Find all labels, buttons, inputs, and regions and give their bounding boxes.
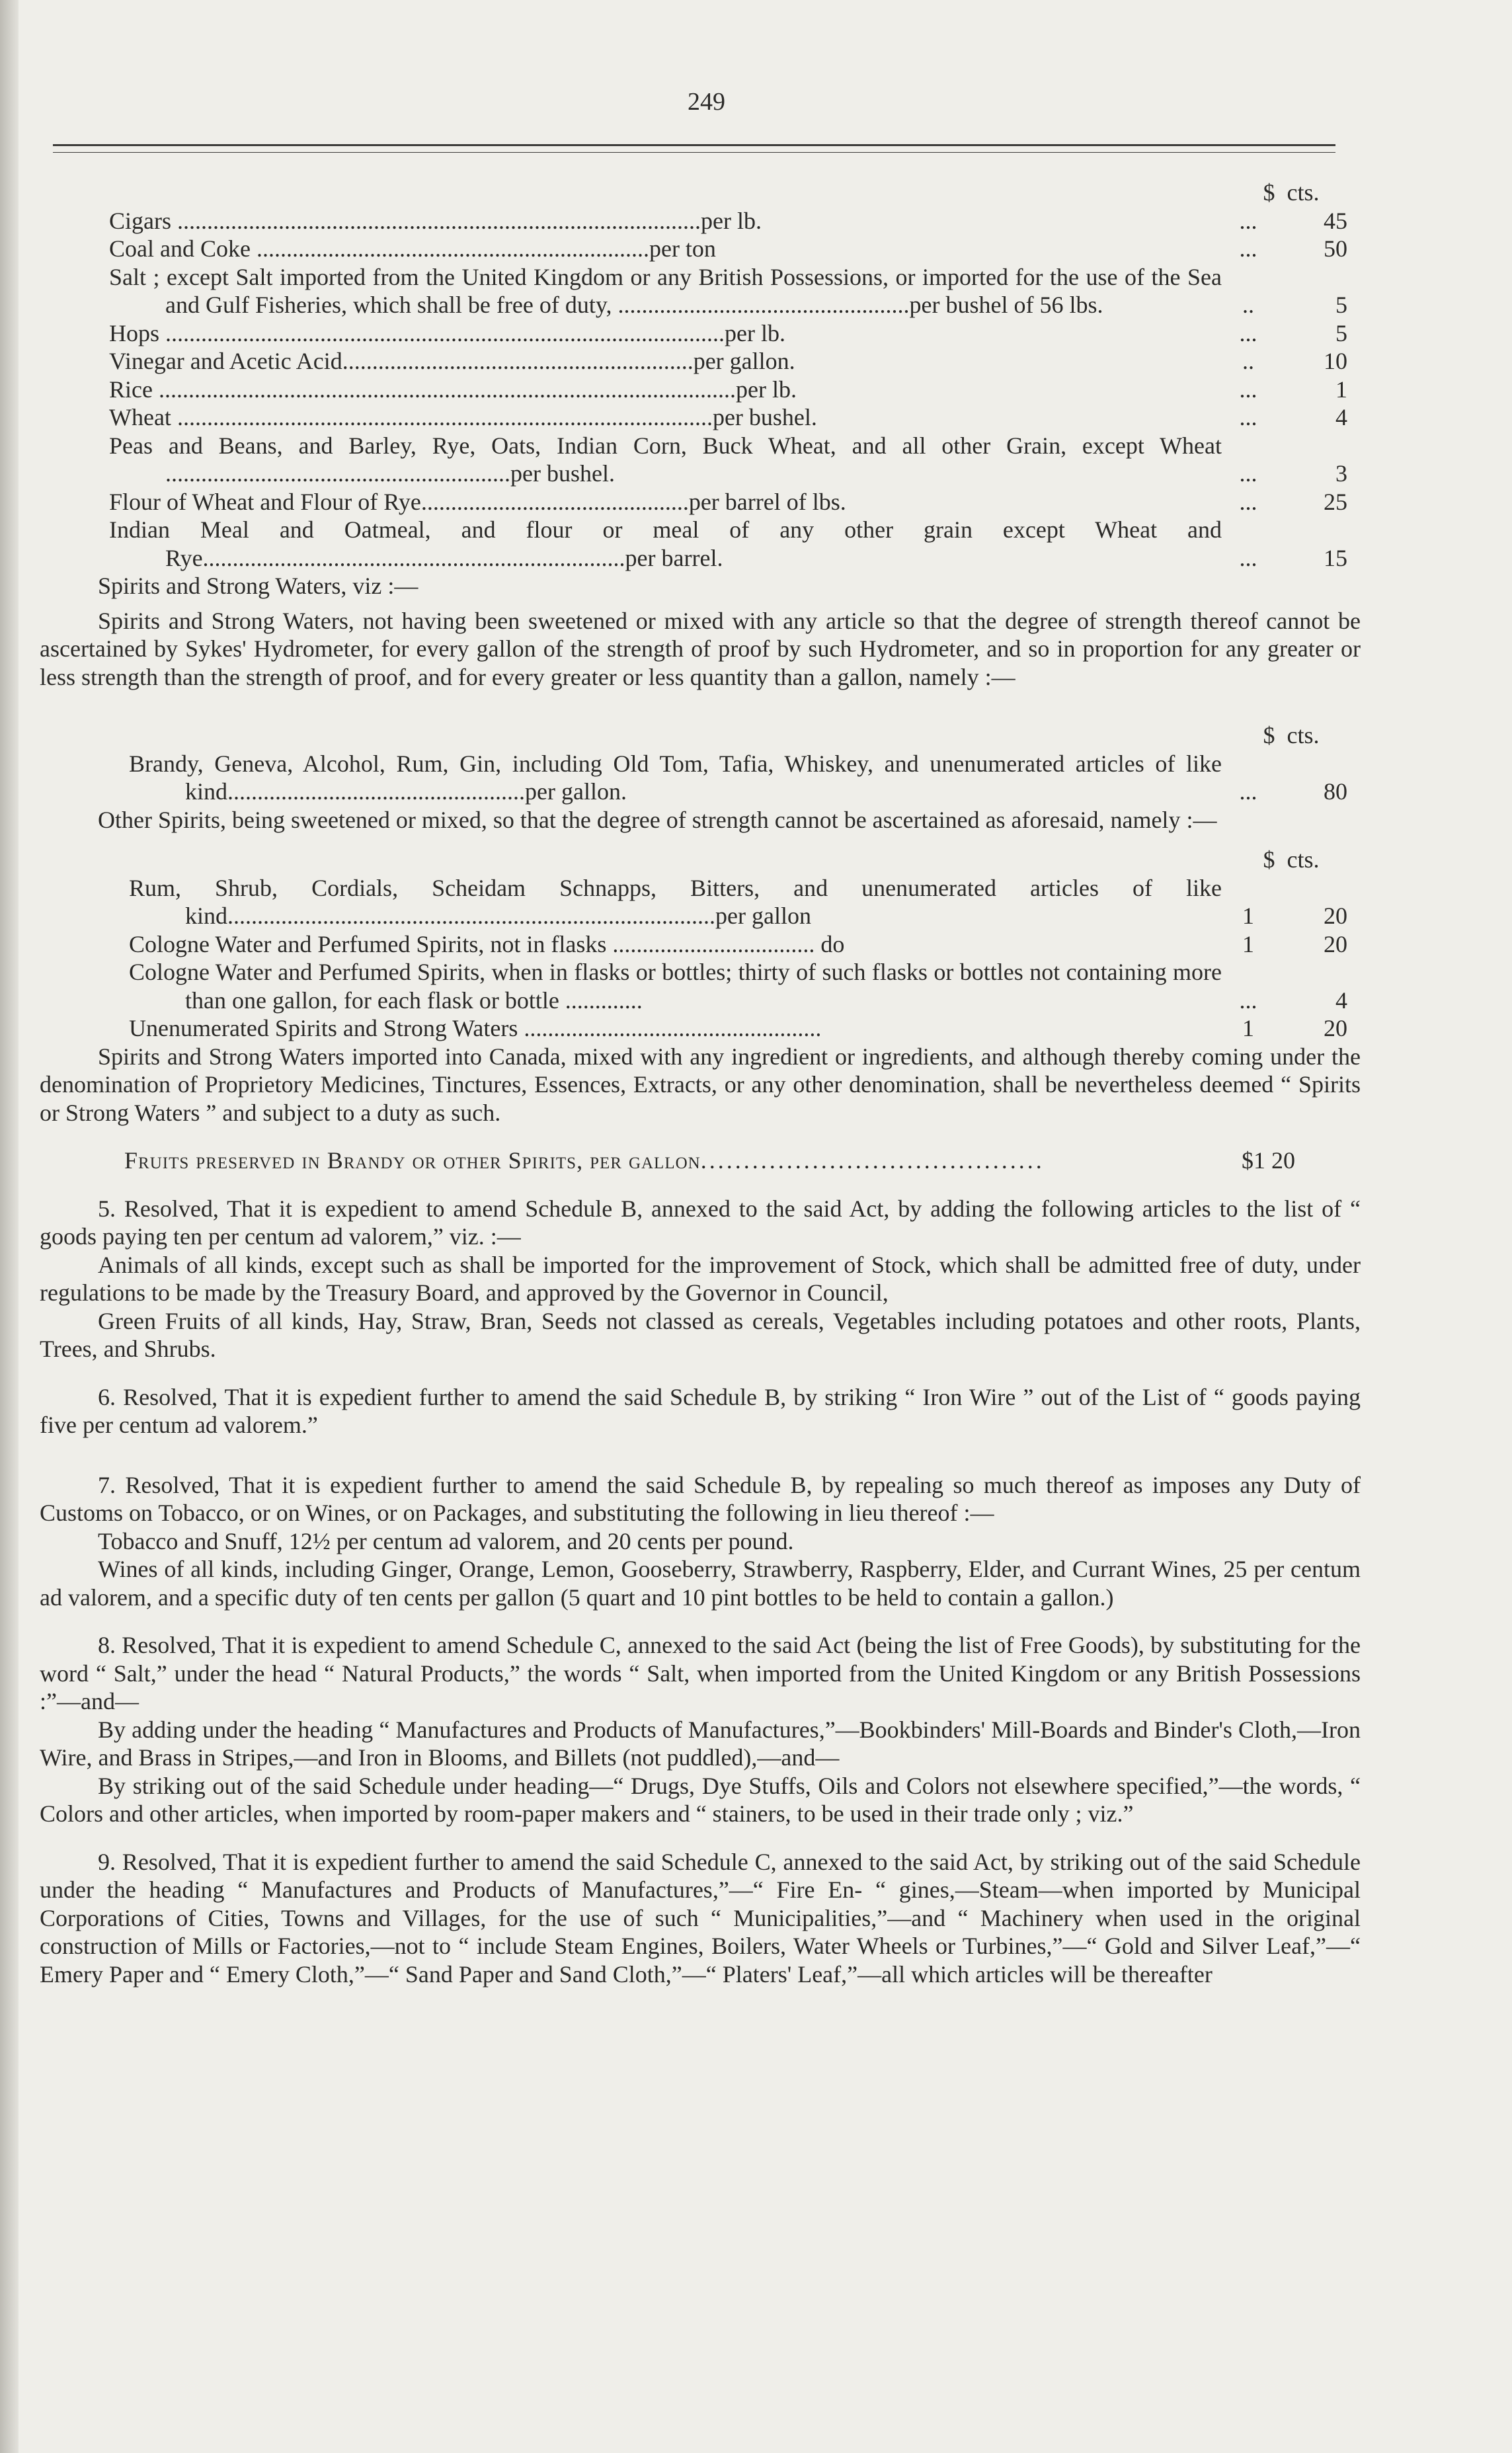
resolution-6: 6. Resolved, That it is expedient further to amend the said Schedule B, by striking “ Iron Wire ” out of the List of “ goods paying five per centum ad valorem.”	[40, 1383, 1361, 1438]
dollars-cell: ...	[1239, 207, 1257, 234]
cents-cell: 10	[1324, 348, 1347, 374]
table-row	[40, 347, 1361, 376]
header-rule-thick	[53, 144, 1335, 146]
item-text: Hops ..............................................................................................per lb.	[109, 319, 785, 346]
dollars-cell: ...	[1239, 404, 1257, 430]
item-text: Cologne Water and Perfumed Spirits, when in flasks or bottles; thirty of such flasks or bottles not containing more than one gallon, for each flask or bottle .............	[129, 959, 1222, 1014]
cents-cell: 50	[1324, 235, 1347, 262]
item-text: Vinegar and Acetic Acid...........................................................per gallon.	[109, 348, 795, 374]
cents-header: cts.	[1287, 179, 1320, 206]
cents-cell: 20	[1324, 903, 1347, 929]
resolution-9: 9. Resolved, That it is expedient further to amend the said Schedule C, annexed to the said Act, by striking out of the said Schedule under the heading “ Manufactures and Products of Manufactures,”—“ Fire En- “ gines,—Steam—when imported by Municipal Corporations of Cities, Towns and Villages, for the use of such “ Municipalities,”—and “ Machinery when used in the original construction of Mills or Factories,—not to “ include Steam Engines, Boilers, Water Wheels or Turbines,”—“ Gold and Silver Leaf,”—“ Emery Paper and “ Emery Cloth,”—“ Sand Paper and Sand Cloth,”—“ Platers' Leaf,”—all which articles will be thereafter	[40, 1848, 1361, 1988]
dollars-cell: ...	[1239, 460, 1257, 487]
table-row	[40, 488, 1361, 516]
cents-cell: 4	[1335, 986, 1347, 1014]
dollars-cell: 1	[1242, 1015, 1254, 1041]
dollars-cell: ...	[1239, 488, 1257, 515]
resolution-8-adding: By adding under the heading “ Manufactures and Products of Manufactures,”—Bookbinders' Mill-Boards and Binder's Cloth,—Iron Wire, and Brass in Stripes,—and Iron in Blooms, and Billets (not puddled),—and—	[40, 1716, 1361, 1771]
dollars-cell: 1	[1242, 930, 1254, 957]
resolution-5: 5. Resolved, That it is expedient to amend Schedule B, annexed to the said Act, by adding the following articles to the list of “ goods paying ten per centum ad valorem,” viz. :—	[40, 1195, 1361, 1250]
cents-cell: 45	[1324, 207, 1347, 234]
dot-leader: ........................................	[700, 1147, 1045, 1174]
item-text: Cologne Water and Perfumed Spirits, not in flasks .................................. do	[129, 930, 845, 957]
resolution-5-animals: Animals of all kinds, except such as shall be imported for the improvement of Stock, which shall be admitted free of duty, under regulations to be made by the Treasury Board, and approved by the Governor in Council,	[40, 1251, 1361, 1306]
cents-cell: 20	[1324, 1015, 1347, 1041]
dollars-cell: ...	[1239, 376, 1257, 403]
dollars-cell: ...	[1239, 778, 1257, 805]
table-row	[40, 376, 1361, 404]
fruits-price: $1 20	[1242, 1147, 1295, 1174]
dollars-cell: ...	[1239, 319, 1257, 346]
item-text: Rice .................................................................................................per lb.	[109, 376, 797, 403]
table-row	[40, 432, 1361, 488]
currency-header-label	[1222, 721, 1361, 750]
currency-header-label	[1222, 846, 1361, 874]
dollars-cell: ..	[1242, 292, 1254, 318]
mixed-spirits-paragraph: Spirits and Strong Waters imported into Canada, mixed with any ingredient or ingredients, and although thereby coming under the denomination of Proprietory Medicines, Tinctures, Essences, Extracts, or any other denomination, shall be nevertheless deemed “ Spirits or Strong Waters ” and subject to a duty as such.	[40, 1043, 1361, 1126]
currency-header-2	[40, 721, 1361, 750]
cents-cell: 1	[1335, 376, 1347, 403]
cents-cell: 20	[1324, 930, 1347, 957]
item-text: Coal and Coke ..................................................................per ton	[109, 235, 716, 262]
dollars-header: $	[1263, 722, 1275, 748]
resolution-8: 8. Resolved, That it is expedient to amend Schedule C, annexed to the said Act (being the list of Free Goods), by substituting for the word “ Salt,” under the head “ Natural Products,” the words “ Salt, when imported from the United Kingdom or any British Possessions :”—and—	[40, 1632, 1361, 1714]
table-row	[40, 263, 1361, 319]
spirits-heading: Spirits and Strong Waters, viz :—	[98, 573, 418, 599]
dollars-cell: ...	[1239, 235, 1257, 262]
cents-cell: 25	[1324, 488, 1347, 515]
table-row	[40, 874, 1361, 930]
cents-header: cts.	[1287, 846, 1320, 873]
currency-header	[40, 179, 1361, 207]
cents-cell: 15	[1324, 544, 1347, 571]
item-text: Cigars ........................................................................................per lb.	[109, 207, 762, 234]
item-text: Brandy, Geneva, Alcohol, Rum, Gin, including Old Tom, Tafia, Whiskey, and unenumerated articles of like kind..................................................per gallon.	[129, 750, 1222, 805]
other-spirits-paragraph: Other Spirits, being sweetened or mixed, so that the degree of strength cannot be ascertained as aforesaid, namely :—	[98, 806, 1217, 833]
cents-header: cts.	[1287, 722, 1320, 748]
table-row	[40, 1014, 1361, 1043]
item-text: Salt ; except Salt imported from the United Kingdom or any British Possessions, or imported for the use of the Sea and Gulf Fisheries, which shall be free of duty, .................................................per bushel of 56 lbs.	[109, 263, 1222, 318]
item-text: Unenumerated Spirits and Strong Waters ..................................................	[129, 1015, 822, 1041]
page-number: 249	[688, 88, 725, 116]
item-text: Wheat ..........................................................................................per bushel.	[109, 404, 817, 430]
dollars-cell: ...	[1239, 986, 1257, 1014]
cents-cell: 5	[1335, 319, 1347, 346]
page-spine-shadow	[0, 0, 19, 2453]
resolution-5-fruits: Green Fruits of all kinds, Hay, Straw, Bran, Seeds not classed as cereals, Vegetables including potatoes and other roots, Plants, Trees, and Shrubs.	[40, 1307, 1361, 1362]
table-row	[40, 319, 1361, 348]
table-row	[40, 958, 1361, 1014]
cents-cell: 5	[1335, 292, 1347, 318]
spirits-paragraph: Spirits and Strong Waters, not having been sweetened or mixed with any article so that the degree of strength thereof cannot be ascertained by Sykes' Hydrometer, for every gallon of the strength of proof by such Hydrometer, and so in proportion for any greater or less strength than the strength of proof, and for every greater or less quantity than a gallon, namely :—	[40, 607, 1361, 690]
fruits-label: Fruits preserved in Brandy or other Spirits, per gallon	[124, 1147, 701, 1174]
fruits-line	[40, 1146, 1361, 1175]
dollars-cell: ..	[1242, 348, 1254, 374]
tariff-table	[40, 179, 1361, 600]
item-text: Rum, Shrub, Cordials, Scheidam Schnapps, Bitters, and unenumerated articles of like kind..................................................................................per gallon	[129, 874, 1222, 929]
item-text: Indian Meal and Oatmeal, and flour or meal of any other grain except Wheat and Rye.......................................................................per barrel.	[109, 516, 1222, 571]
cents-cell: 3	[1335, 460, 1347, 487]
item-text: Peas and Beans, and Barley, Rye, Oats, Indian Corn, Buck Wheat, and all other Grain, except Wheat ..........................................................per bushel.	[109, 432, 1222, 487]
dollars-header: $	[1263, 846, 1275, 873]
cents-cell: 4	[1335, 404, 1347, 430]
resolution-8-striking: By striking out of the said Schedule under heading—“ Drugs, Dye Stuffs, Oils and Colors not elsewhere specified,”—the words, “ Colors and other articles, when imported by room-paper makers and “ stainers, to be used in their trade only ; viz.”	[40, 1772, 1361, 1827]
dollars-cell: 1	[1242, 903, 1254, 929]
resolution-7-wines: Wines of all kinds, including Ginger, Orange, Lemon, Gooseberry, Strawberry, Raspberry, Elder, and Currant Wines, 25 per centum ad valorem, and a specific duty of ten cents per gallon (5 quart and 10 pint bottles to be held to contain a gallon.)	[40, 1556, 1361, 1611]
resolution-7-tobacco: Tobacco and Snuff, 12½ per centum ad valorem, and 20 cents per pound.	[98, 1527, 794, 1554]
table-row	[40, 235, 1361, 263]
table-row	[40, 930, 1361, 959]
header-rule-thin	[53, 152, 1335, 153]
table-row	[40, 750, 1361, 806]
currency-header-3	[40, 846, 1361, 874]
currency-header-label	[1222, 179, 1361, 207]
dollars-header: $	[1263, 179, 1275, 206]
resolution-7: 7. Resolved, That it is expedient further to amend the said Schedule B, by repealing so much thereof as imposes any Duty of Customs on Tobacco, or on Wines, or on Packages, and substituting the following in lieu thereof :—	[40, 1471, 1361, 1526]
table-row	[40, 403, 1361, 432]
dollars-cell: ...	[1239, 544, 1257, 571]
cents-cell: 80	[1324, 778, 1347, 805]
item-text: Flour of Wheat and Flour of Rye.............................................per barrel of lbs.	[109, 488, 846, 515]
table-row	[40, 207, 1361, 235]
table-row	[40, 516, 1361, 572]
document-body	[40, 179, 1361, 1988]
